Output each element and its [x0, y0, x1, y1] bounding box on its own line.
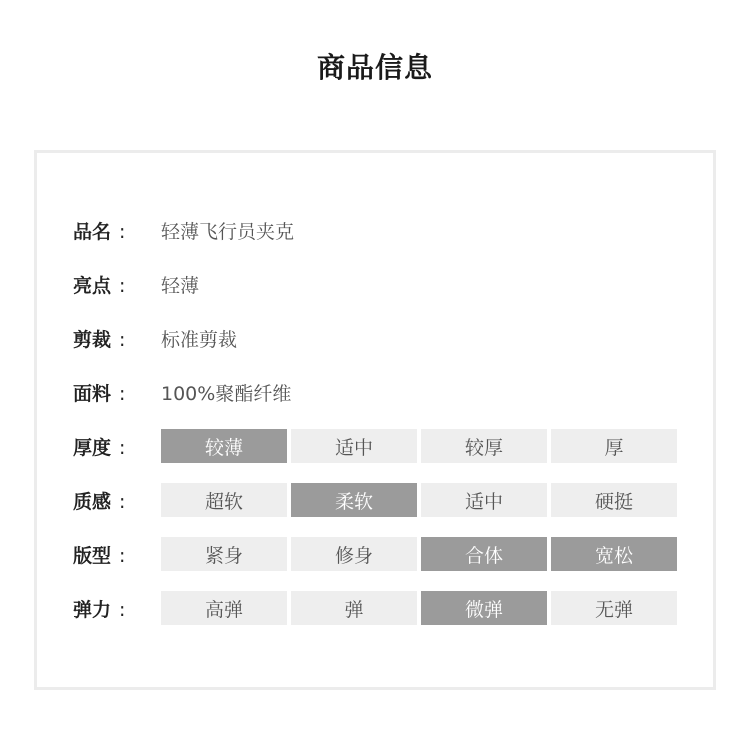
option-cell: 修身 — [291, 537, 417, 571]
option-cell: 适中 — [421, 483, 547, 517]
info-label: 剪裁 : — [73, 328, 126, 351]
option-cell: 弹 — [291, 591, 417, 625]
attribute-label: 质感 : — [73, 490, 126, 513]
info-value: 轻薄飞行员夹克 — [161, 220, 295, 243]
option-cell: 厚 — [551, 429, 677, 463]
option-cell-selected: 合体 — [421, 537, 547, 571]
attribute-options — [161, 483, 677, 517]
info-value: 标准剪裁 — [161, 328, 238, 351]
attribute-label: 厚度 : — [73, 436, 126, 459]
info-row-name — [73, 213, 294, 247]
option-cell: 高弹 — [161, 591, 287, 625]
info-label: 亮点 : — [73, 274, 126, 297]
option-cell: 较厚 — [421, 429, 547, 463]
option-cell: 超软 — [161, 483, 287, 517]
option-cell: 无弹 — [551, 591, 677, 625]
option-cell-selected: 较薄 — [161, 429, 287, 463]
attribute-row-fit — [73, 537, 677, 571]
info-value: 100%聚酯纤维 — [161, 382, 292, 405]
option-cell: 硬挺 — [551, 483, 677, 517]
info-label: 面料 : — [73, 382, 126, 405]
attribute-row-elasticity — [73, 591, 677, 625]
attribute-options — [161, 537, 677, 571]
attribute-label: 版型 : — [73, 544, 126, 567]
option-cell: 紧身 — [161, 537, 287, 571]
attribute-label: 弹力 : — [73, 598, 126, 621]
attribute-options — [161, 591, 677, 625]
info-row-fabric — [73, 375, 291, 409]
attribute-row-texture — [73, 483, 677, 517]
info-value: 轻薄 — [161, 274, 200, 297]
option-cell-selected: 柔软 — [291, 483, 417, 517]
product-info-card — [34, 150, 716, 690]
attribute-options — [161, 429, 677, 463]
info-label: 品名 : — [73, 220, 126, 243]
option-cell-selected: 宽松 — [551, 537, 677, 571]
page-title: 商品信息 — [316, 51, 433, 84]
info-row-cut — [73, 321, 237, 355]
attribute-row-thickness — [73, 429, 677, 463]
option-cell: 适中 — [291, 429, 417, 463]
info-row-highlight — [73, 267, 199, 301]
option-cell-selected: 微弹 — [421, 591, 547, 625]
